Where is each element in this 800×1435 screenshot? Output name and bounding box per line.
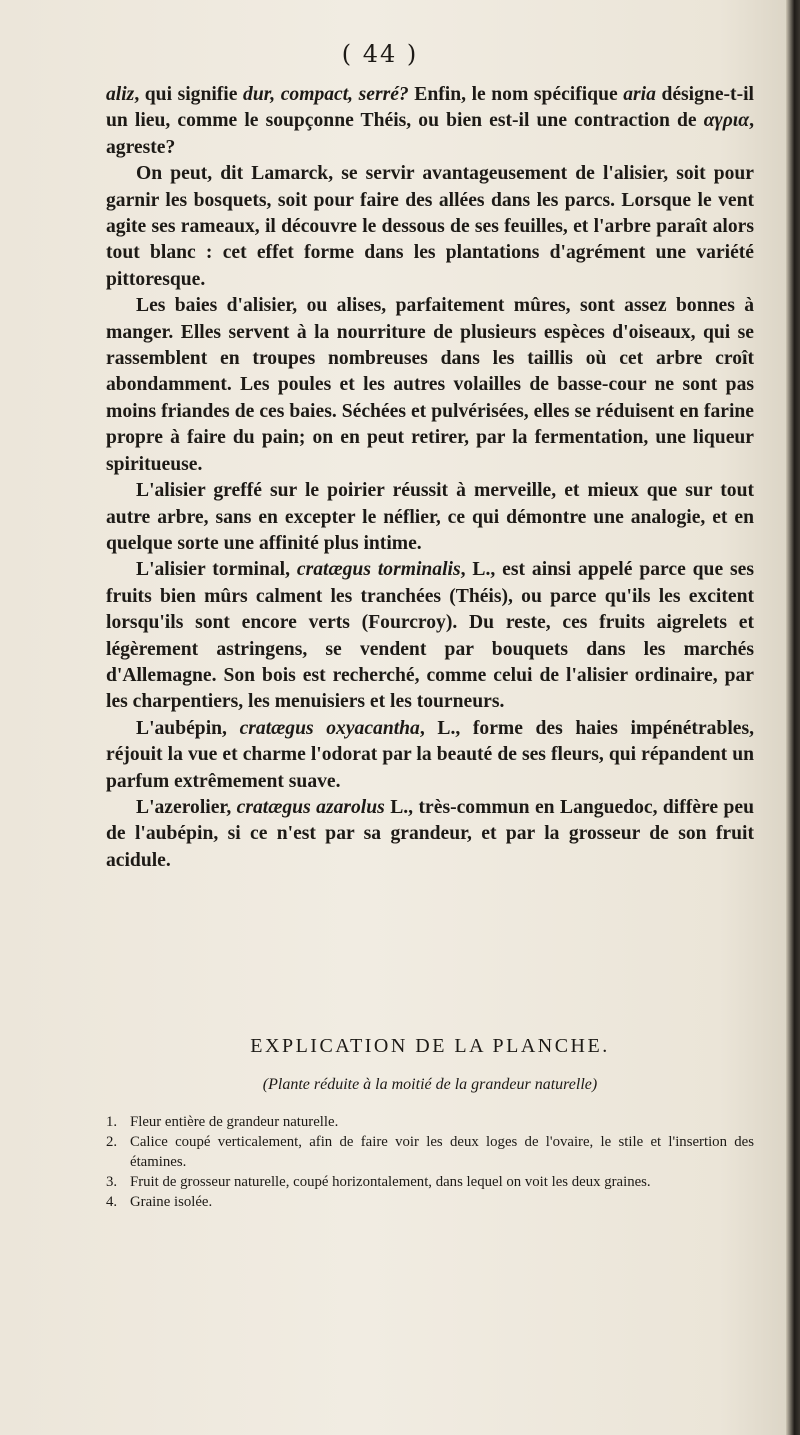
paragraph <box>106 293 754 478</box>
legend-number: 2. <box>106 1134 118 1150</box>
paragraph <box>106 716 754 795</box>
legend-text: Fruit de grosseur naturelle, coupé horizontalement, dans lequel on voit les deux graines. <box>130 1174 651 1190</box>
text-run: , qui signifie <box>134 84 244 105</box>
page-number: ( 44 ) <box>341 40 419 68</box>
legend-number: 1. <box>106 1114 118 1130</box>
text-run: L'azerolier, <box>136 796 237 818</box>
paragraph <box>106 795 754 874</box>
italic-run: αγρια <box>703 110 750 132</box>
text-run: On peut, dit Lamarck, se servir avantageusement de l'alisier, soit pour garnir les bosquets, soit pour faire des allées dans les parcs. Lorsque le vent agite ses rameaux, il découvre le dessous de ses feuilles, et l'arbre paraît alors tout blanc : cet effet forme dans les plantations d'agrément une variété pittoresque. <box>106 163 754 290</box>
text-run: , agreste? <box>106 110 754 158</box>
legend-item <box>106 1132 754 1172</box>
section-title: EXPLICATION DE LA PLANCHE. <box>250 1035 610 1057</box>
italic-run: cratægus oxyacantha <box>239 717 420 739</box>
italic-run: cratægus azarolus <box>236 796 385 818</box>
text-run: , L., est ainsi appelé parce que ses fruits bien mûrs calment les tranchées (Théis), ou parce qu'ils les excitent lorsqu'ils sont encore verts (Fourcroy). Du reste, ces fruits aigrelets et légèrement astringens, se vendent par bouquets dans les marchés d'Allemagne. Son bois est recherché, comme celui de l'alisier ordinaire, par les charpentiers, les menuisiers et les tourneurs. <box>106 559 754 713</box>
text-run: désigne-t-il un lieu, comme le soupçonne Théis, ou bien est-il une contraction de <box>106 84 754 132</box>
legend-text: Graine isolée. <box>130 1194 213 1210</box>
text-run: L'alisier greffé sur le poirier réussit à merveille, et mieux que sur tout autre arbre, sans en excepter le néflier, ce qui démontre une analogie, et en quelque sorte une affinité plus intime. <box>106 480 754 554</box>
paragraph <box>106 161 754 293</box>
legend-text: Calice coupé verticalement, afin de faire voir les deux loges de l'ovaire, le stile et l'insertion des étamines. <box>130 1134 754 1170</box>
italic-run: cratægus torminalis <box>296 559 461 581</box>
legend-item <box>106 1112 754 1132</box>
legend-item <box>106 1192 754 1212</box>
legend-number: 4. <box>106 1194 118 1210</box>
section-subtitle: (Plante réduite à la moitié de la grandeur naturelle) <box>262 1076 598 1093</box>
text-run: Enfin, le nom spécifique <box>408 84 624 105</box>
paragraph <box>106 478 754 557</box>
body-text <box>106 82 754 874</box>
legend-item <box>106 1172 754 1192</box>
page-edge-shadow <box>786 0 800 1435</box>
legend-text: Fleur entière de grandeur naturelle. <box>130 1114 339 1130</box>
italic-run: aliz <box>106 84 135 105</box>
text-run: L'aubépin, <box>136 717 240 739</box>
italic-run: aria <box>623 84 656 105</box>
paragraph <box>106 82 754 161</box>
italic-run: dur, compact, serré? <box>243 84 409 105</box>
legend-number: 3. <box>106 1174 118 1190</box>
text-run: , L., forme des haies impénétrables, réjouit la vue et charme l'odorat par la beauté de ses fleurs, qui répandent un parfum extrêmement suave. <box>106 717 755 792</box>
text-run: L'alisier torminal, <box>136 559 297 581</box>
text-run: Les baies d'alisier, ou alises, parfaitement mûres, sont assez bonnes à manger. Elles servent à la nourriture de plusieurs espèces d'oiseaux, qui se rassemblent en troupes nombreuses dans les taillis où cet arbre croît abondamment. Les poules et les autres volailles de basse-cour ne sont pas moins friandes de ces baies. Séchées et pulvérisées, elles se réduisent en farine propre à faire du pain; on en peut retirer, par la fermentation, une liqueur spiritueuse. <box>106 295 754 475</box>
plate-legend <box>106 1112 754 1212</box>
text-run: L., très-commun en Languedoc, diffère peu de l'aubépin, si ce n'est par sa grandeur, et par la grosseur de son fruit acidule. <box>106 796 754 871</box>
paragraph <box>106 557 754 715</box>
